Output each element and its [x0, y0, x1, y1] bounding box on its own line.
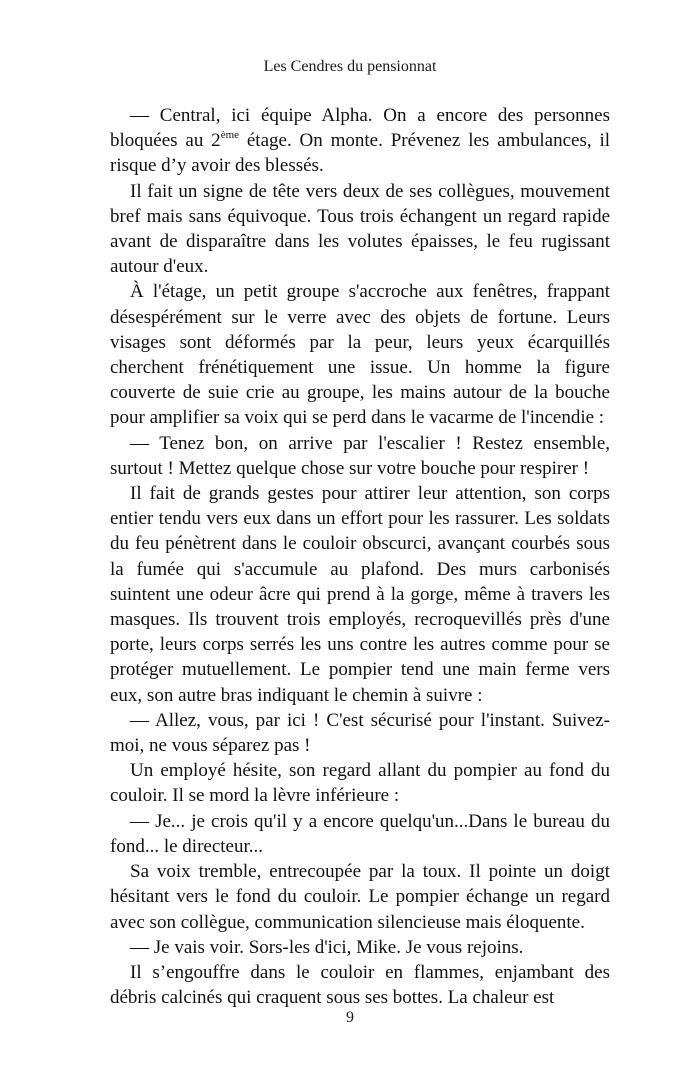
- paragraph-dialogue: [110, 103, 610, 179]
- paragraph-dialogue: — Je... je crois qu'il y a encore quelqu'un...Dans le bureau du fond... le directeur...: [110, 810, 610, 857]
- paragraph-dialogue: — Allez, vous, par ici ! C'est sécurisé pour l'instant. Suivez-moi, ne vous séparez pas !: [110, 709, 610, 757]
- paragraph: Un employé hésite, son regard allant du pompier au fond du couloir. Il se mord la lèvre inférieure :: [110, 760, 610, 807]
- paragraph: Il fait de grands gestes pour attirer leur attention, son corps entier tendu vers eux dans un effort pour les rassurer. Les soldats du feu pénètrent dans le couloir obscurci, avançant courbés sous la fumée qui s'accumule au plafond. Des murs carbonisés suintent une odeur âcre qui prend à la gorge, même à travers les masques. Ils trouvent trois employés, recroquevillés près d'une porte, leurs corps serrés les uns contre les autres comme pour se protéger mutuellement. Le pompier tend une main ferme vers eux, son autre bras indiquant le chemin à suivre :: [110, 483, 610, 706]
- superscript-ordinal: ème: [220, 129, 240, 142]
- running-header: Les Cendres du pensionnat: [263, 58, 437, 75]
- paragraph: À l'étage, un petit groupe s'accroche aux fenêtres, frappant désespérément sur le verre avec des objets de fortune. Leurs visages sont déformés par la peur, leurs yeux écarquillés cherchent frénétiquement une issue. Un homme la figure couverte de suie crie au groupe, les mains autour de la bouche pour amplifier sa voix qui se perd dans le vacarme de l'incendie :: [110, 281, 610, 429]
- paragraph-dialogue: — Je vais voir. Sors-les d'ici, Mike. Je vous rejoins.: [130, 936, 524, 958]
- paragraph-text-part: — Central, ici équipe Alpha. On a encore des personnes bloquées au 2: [110, 105, 610, 152]
- page-number: 9: [346, 1009, 354, 1026]
- paragraph-dialogue: — Tenez bon, on arrive par l'escalier ! Restez ensemble, surtout ! Mettez quelque chose sur votre bouche pour respirer !: [110, 432, 610, 479]
- paragraph: Il fait un signe de tête vers deux de ses collègues, mouvement bref mais sans équivoque. Tous trois échangent un regard rapide avant de disparaître dans les volutes épaisses, le feu rugissant autour d'eux.: [110, 180, 610, 278]
- paragraph-text-part: étage. On monte. Prévenez les ambulances, il risque d’y avoir des blessés.: [110, 130, 610, 177]
- paragraph: Sa voix tremble, entrecoupée par la toux. Il pointe un doigt hésitant vers le fond du couloir. Le pompier échange un regard avec son collègue, communication silencieuse mais éloquente.: [110, 861, 610, 933]
- body-text: [110, 103, 610, 1010]
- paragraph: Il s’engouffre dans le couloir en flammes, enjambant des débris calcinés qui craquent sous ses bottes. La chaleur est: [110, 961, 610, 1009]
